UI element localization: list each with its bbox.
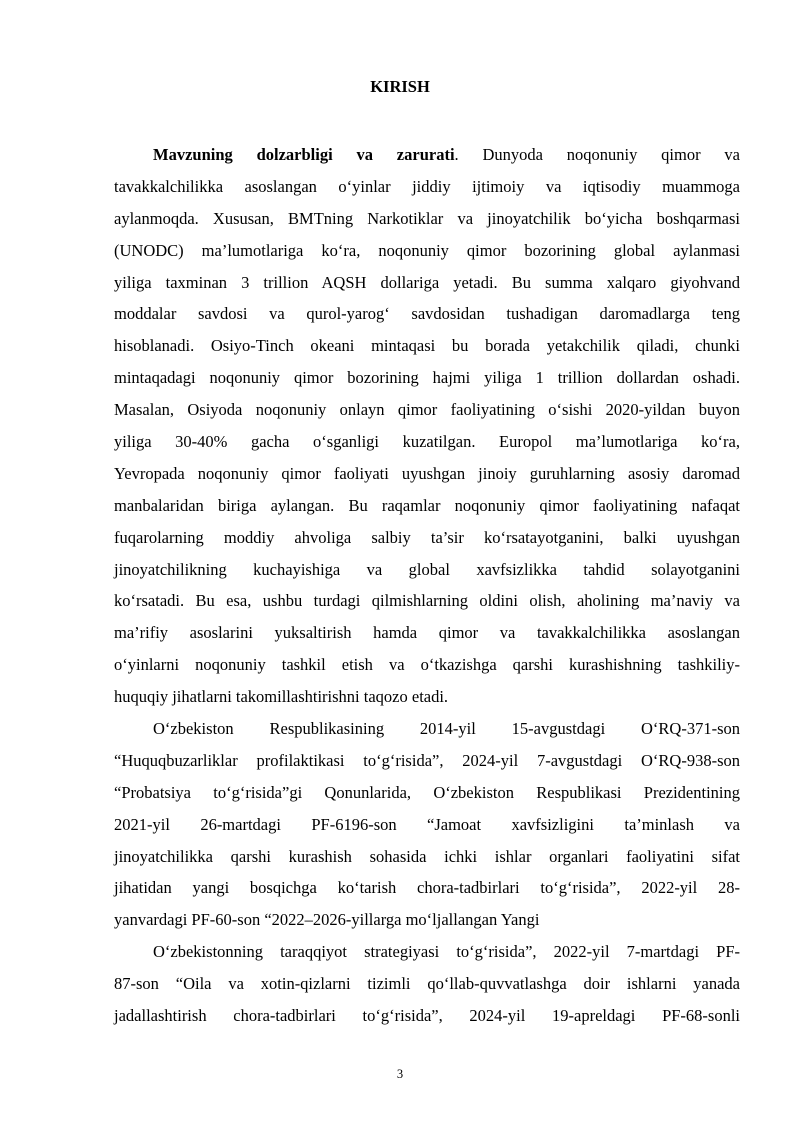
paragraph-strategy — [114, 936, 740, 1032]
text-line: 87-son “Oila va xotin-qizlarni tizimli qo‘llab-quvvatlashga doir ishlarni yanada — [114, 974, 740, 994]
text-line: jinoyatchilikning kuchayishiga va global xavfsizlikka tahdid solayotganini — [114, 559, 740, 579]
text-line: mintaqadagi noqonuniy qimor bozorining hajmi yiliga 1 trillion dollardan oshadi. — [114, 368, 740, 388]
text-line: fuqarolarning moddiy ahvoliga salbiy ta’sir ko‘rsatayotganini, balki uyushgan — [114, 527, 740, 547]
page-number: 3 — [396, 1067, 404, 1081]
text-line: “Probatsiya to‘g‘risida”gi Qonunlarida, O‘zbekiston Respublikasi Prezidentining — [114, 782, 740, 802]
text-line: 2021-yil 26-martdagi PF-6196-son “Jamoat xavfsizligini ta’minlash va — [114, 814, 740, 834]
lead-bold-phrase: Mavzuning dolzarbligi va zarurati — [153, 145, 455, 164]
text-line: O‘zbekistonning taraqqiyot strategiyasi to‘g‘risida”, 2022-yil 7-martdagi PF- — [153, 942, 740, 962]
text-line: o‘yinlarni noqonuniy tashkil etish va o‘tkazishga qarshi kurashishning tashkiliy- — [114, 655, 740, 675]
paragraph-legislation — [114, 713, 740, 936]
text-line: yiliga taxminan 3 trillion AQSH dollariga yetadi. Bu summa xalqaro giyohvand — [114, 272, 740, 292]
text-line: manbalaridan biriga aylangan. Bu raqamlar noqonuniy qimor faoliyatining nafaqat — [114, 495, 740, 515]
text-line: moddalar savdosi va qurol-yarog‘ savdosidan tushadigan daromadlarga teng — [114, 304, 740, 324]
text-line: jadallashtirish chora-tadbirlari to‘g‘risida”, 2024-yil 19-apreldagi PF-68-sonli — [114, 1006, 740, 1026]
text-line: hisoblanadi. Osiyo-Tinch okeani mintaqasi bu borada yetakchilik qiladi, chunki — [114, 336, 740, 356]
text-line: tavakkalchilikka asoslangan o‘yinlar jiddiy ijtimoiy va iqtisodiy muammoga — [114, 176, 740, 196]
paragraph-relevance — [114, 139, 740, 713]
text-line: aylanmoqda. Xususan, BMTning Narkotiklar va jinoyatchilik bo‘yicha boshqarmasi — [114, 208, 740, 228]
text-line: (UNODC) ma’lumotlariga ko‘ra, noqonuniy qimor bozorining global aylanmasi — [114, 240, 740, 260]
text-line: “Huquqbuzarliklar profilaktikasi to‘g‘risida”, 2024-yil 7-avgustdagi O‘RQ-938-son — [114, 750, 740, 770]
text-line: yanvardagi PF-60-son “2022–2026-yillarga mo‘ljallangan Yangi — [114, 910, 540, 930]
text-line: yiliga 30-40% gacha o‘sganligi kuzatilgan. Europol ma’lumotlariga ko‘ra, — [114, 432, 740, 452]
text-line: jihatidan yangi bosqichga ko‘tarish chora-tadbirlari to‘g‘risida”, 2022-yil 28- — [114, 878, 740, 898]
text-line: ma’rifiy asoslarini yuksaltirish hamda qimor va tavakkalchilikka asoslangan — [114, 623, 740, 643]
text-line: Masalan, Osiyoda noqonuniy onlayn qimor faoliyatining o‘sishi 2020-yildan buyon — [114, 400, 740, 420]
text-line: huquqiy jihatlarni takomillashtirishni taqozo etadi. — [114, 687, 449, 707]
text-line: ko‘rsatadi. Bu esa, ushbu turdagi qilmishlarning oldini olish, aholining ma’naviy va — [114, 591, 740, 611]
document-body — [114, 139, 740, 1032]
text-line: O‘zbekiston Respublikasining 2014-yil 15-avgustdagi O‘RQ-371-son — [153, 719, 740, 739]
line-text: . Dunyoda noqonuniy qimor va — [454, 145, 740, 164]
text-line: Yevropada noqonuniy qimor faoliyati uyushgan jinoiy guruhlarning asosiy daromad — [114, 463, 740, 483]
page-heading: KIRISH — [370, 77, 430, 96]
text-line: jinoyatchilikka qarshi kurashish sohasida ichki ishlar organlari faoliyatini sifat — [114, 846, 740, 866]
text-line — [114, 139, 740, 171]
